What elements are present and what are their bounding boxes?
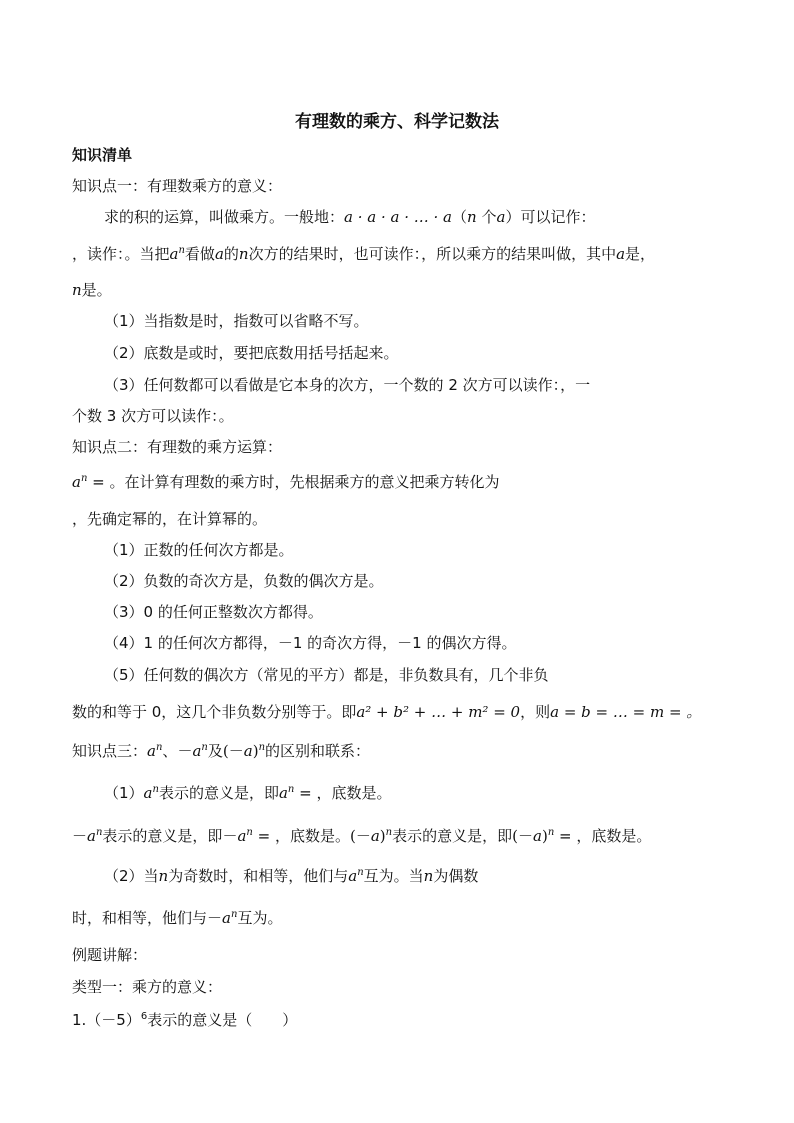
knowledge-point-3-label: 知识点三：$a^n$、$-a^n$及$(-a)^n$的区别和联系： xyxy=(72,742,371,760)
kp3-rule-1: $(1)a^n$表示的意义是，即$a^n$ = ，底数是。 xyxy=(104,784,392,802)
kp2-rule-4: （4）1 的任何次方都得，－1 的奇次方得，－1 的偶次方得。 xyxy=(104,634,517,652)
kp3-line-2: $-a^n$表示的意义是，即$-a^n$ = ，底数是。$(-a)^n$表示的意义是，即$(-a)^n$ = ，底数是。 xyxy=(72,827,652,845)
knowledge-point-2-label: 知识点二：有理数的乘方运算： xyxy=(72,438,283,456)
kp1-rule-3: （3）任何数都可以看做是它本身的次方，一个数的 2 次方可以读作：，一 xyxy=(104,376,591,394)
kp2-rule-3: （3）0 的任何正整数次方都得。 xyxy=(104,603,323,621)
examples-label: 例题讲解： xyxy=(72,946,148,964)
kp2-line-1: $a^n$ = 。在计算有理数的乘方时，先根据乘方的意义把乘方转化为 xyxy=(72,473,500,491)
kp1-line-3: n是。 xyxy=(72,281,112,299)
kp2-line-2: ，先确定幂的，在计算幂的。 xyxy=(72,510,268,528)
kp1-rule-1: （1）当指数是时，指数可以省略不写。 xyxy=(104,312,369,330)
page-title: 有理数的乘方、科学记数法 xyxy=(295,112,499,132)
kp2-rule-1: （1）正数的任何次方都是。 xyxy=(104,541,294,559)
kp1-rule-3-cont: 个数 3 次方可以读作：。 xyxy=(72,407,234,425)
type-1-label: 类型一：乘方的意义： xyxy=(72,978,223,996)
kp1-line-1: 求的积的运算，叫做乘方。一般地：a · a · a · … · a（n 个a）可以记作： xyxy=(104,208,596,226)
kp3-rule-2: （2）当n为奇数时，和相等，他们与$a^n$互为。当n为偶数 xyxy=(104,867,479,885)
section-heading: 知识清单 xyxy=(72,146,133,164)
kp2-rule-5: （5）任何数的偶次方（常见的平方）都是，非负数具有，几个非负 xyxy=(104,666,549,684)
kp1-line-2: ，读作：。当把$a^n$看做a的n次方的结果时，也可读作：，所以乘方的结果叫做，其中a是， xyxy=(72,245,656,263)
knowledge-point-1-label: 知识点一：有理数乘方的意义： xyxy=(72,177,283,195)
kp1-rule-2: （2）底数是或时，要把底数用括号括起来。 xyxy=(104,344,399,362)
kp2-rule-2: （2）负数的奇次方是，负数的偶次方是。 xyxy=(104,572,384,590)
question-1: $1.(-5)^6$表示的意义是（ ） xyxy=(72,1011,298,1029)
kp2-rule-5-cont: 数的和等于 0，这几个非负数分别等于。即a² + b² + … + m² = 0，则a = b = … = m = 。 xyxy=(72,703,702,721)
kp3-rule-2-cont: 时，和相等，他们与$-a^n$互为。 xyxy=(72,909,283,927)
